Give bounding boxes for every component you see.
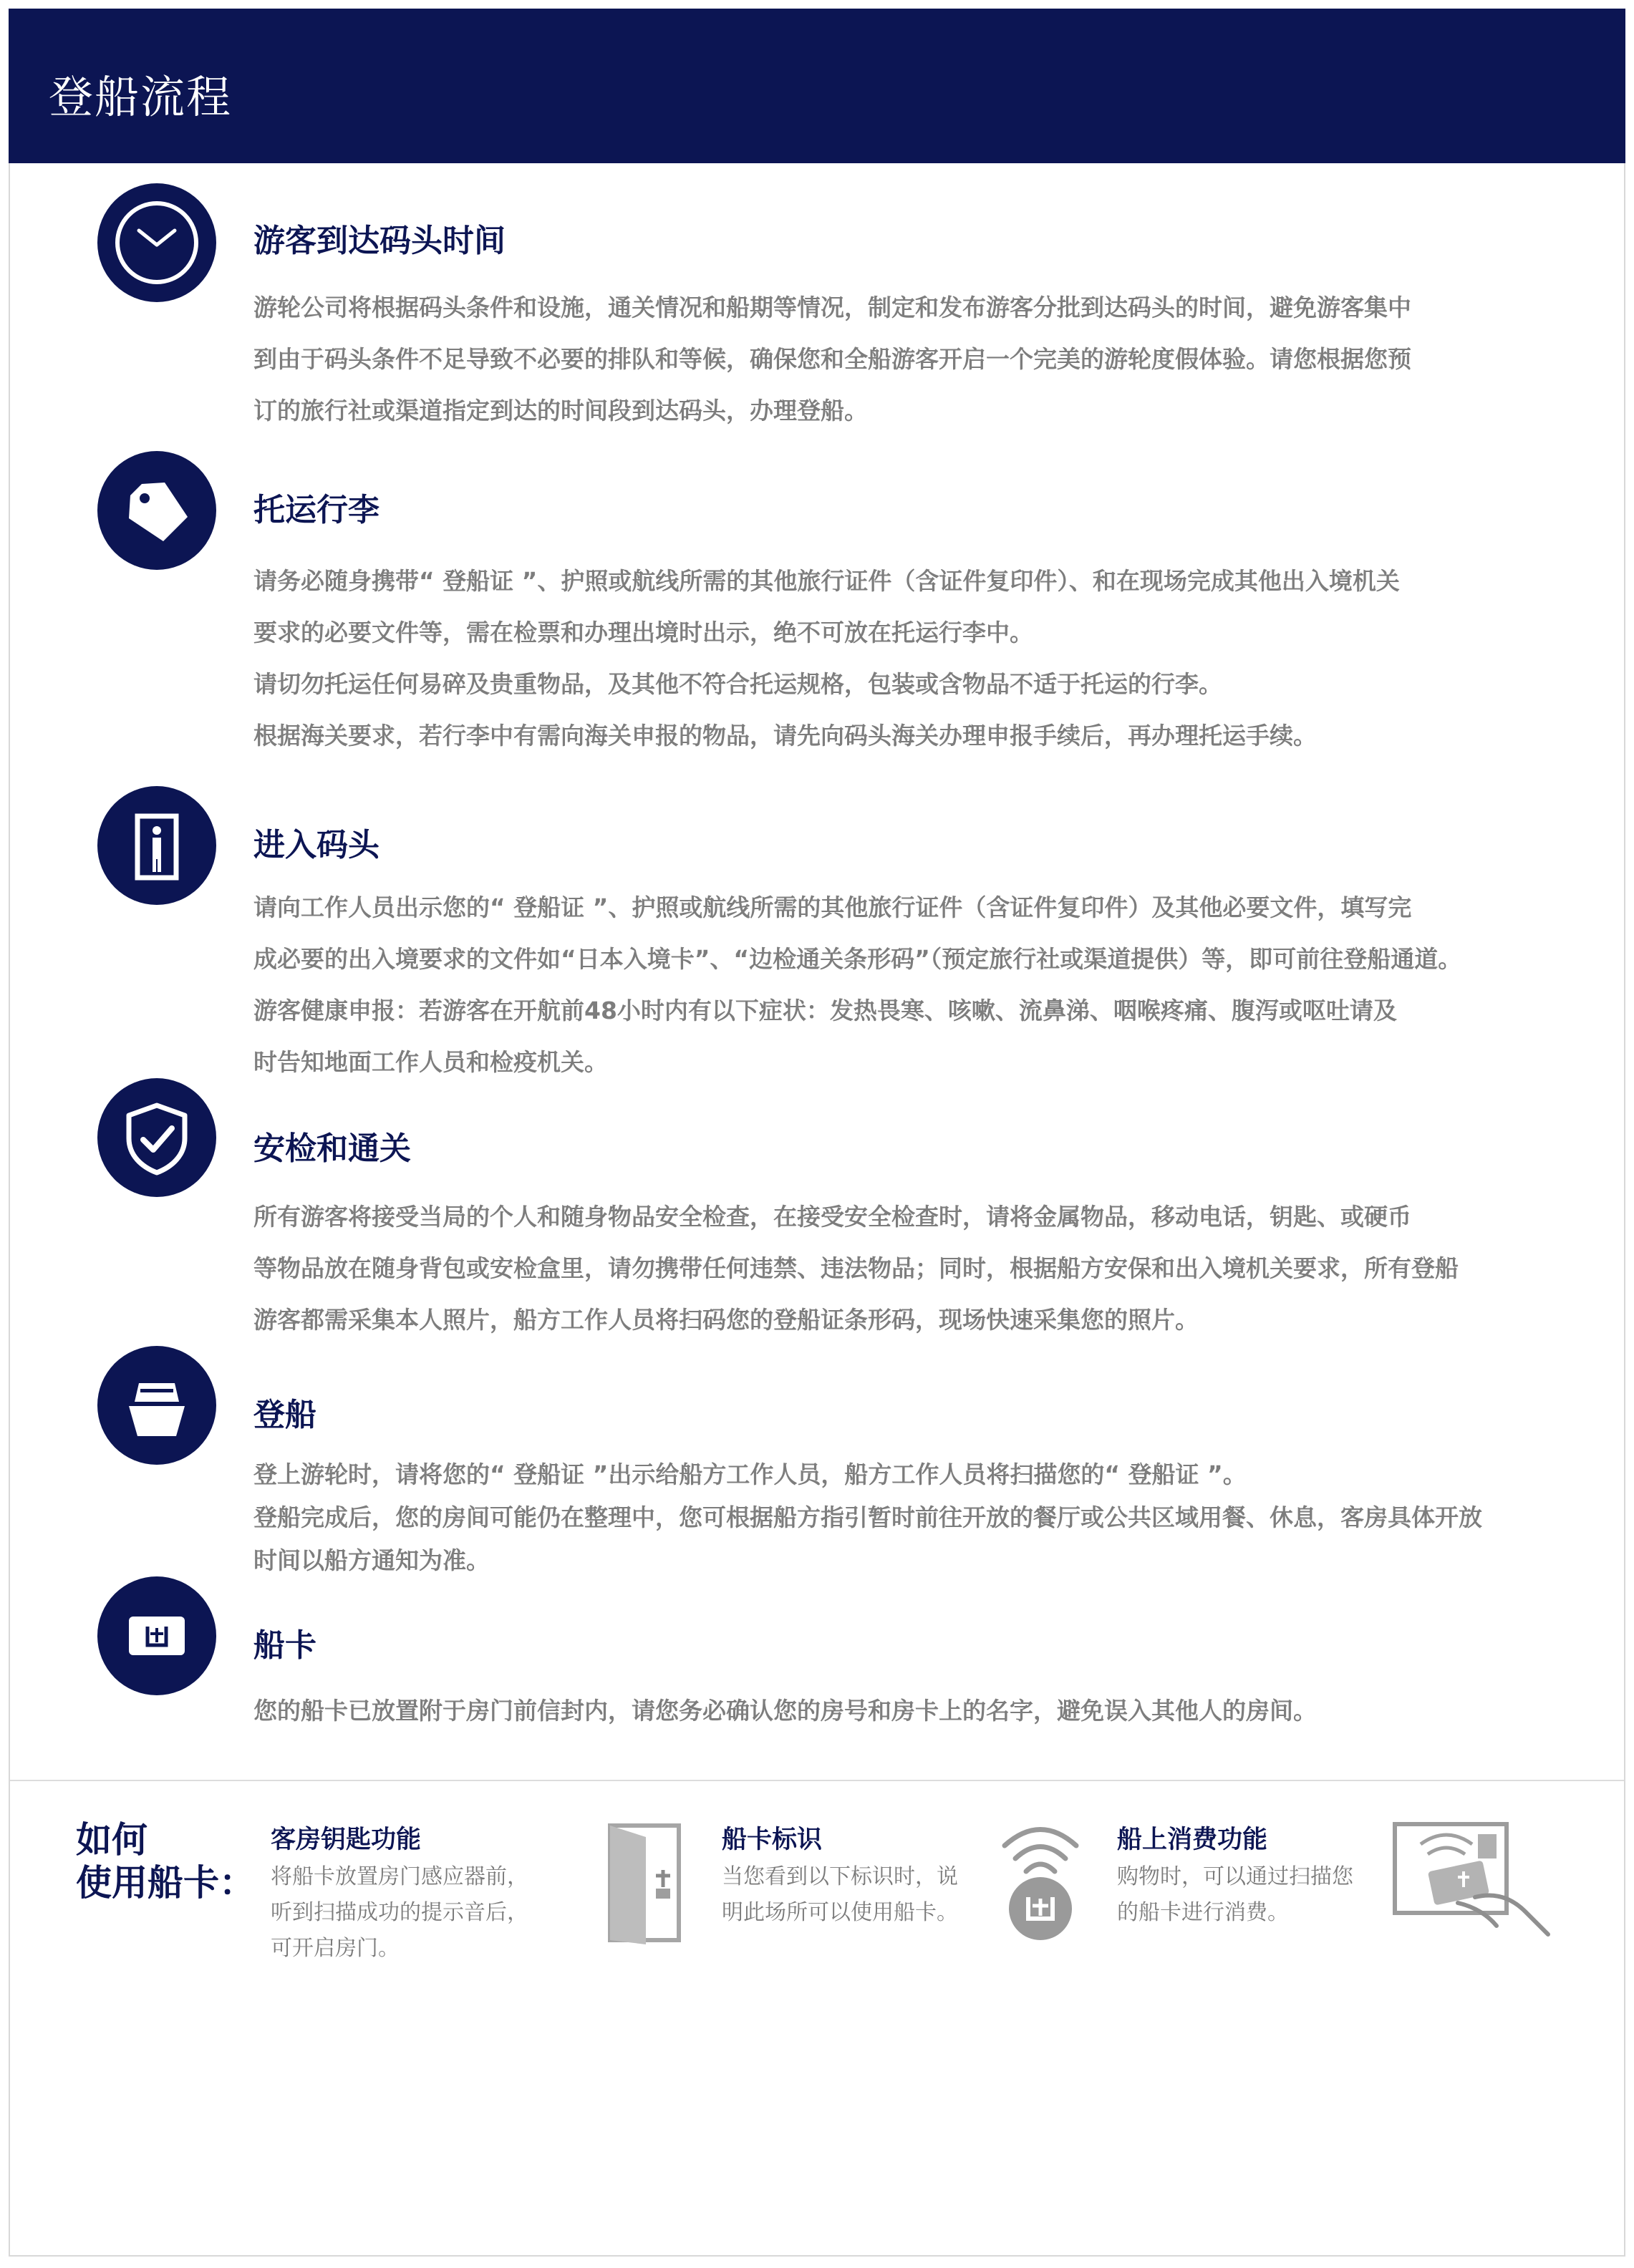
section-text-line: 订的旅行社或渠道指定到达的时间段到达码头，办理登船。	[253, 397, 868, 425]
section-text-line: 到由于码头条件不足导致不必要的排队和等候，确保您和全船游客开启一个完美的游轮度假体验。请您根据您预	[253, 345, 1411, 373]
section-text-line: 登上游轮时，请将您的“ 登船证 ”出示给船方工作人员，船方工作人员将扫描您的“ 登船证 ”。	[253, 1460, 1247, 1488]
header-bar	[9, 9, 1625, 163]
contactless-icon	[994, 1817, 1087, 1946]
gate-icon	[97, 786, 216, 905]
feature-text-line: 听到扫描成功的提示音后，	[271, 1900, 528, 1925]
section-title: 托运行李	[253, 492, 380, 528]
section-text-line: 游客都需采集本人照片，船方工作人员将扫码您的登船证条形码，现场快速采集您的照片。	[253, 1306, 1199, 1334]
section-title: 进入码头	[253, 827, 380, 863]
section-text-line: 请切勿托运任何易碎及贵重物品，及其他不符合托运规格，包装或含物品不适于托运的行李。	[253, 670, 1222, 698]
section-title: 安检和通关	[253, 1130, 411, 1167]
luggage-tag-icon	[97, 451, 216, 570]
page-title: 登船流程	[49, 71, 233, 123]
shield-check-icon	[97, 1078, 216, 1197]
section-text-line: 要求的必要文件等，需在检票和办理出境时出示，绝不可放在托运行李中。	[253, 619, 1033, 646]
feature-text-line: 将船卡放置房门感应器前，	[271, 1864, 528, 1889]
ship-icon	[97, 1346, 216, 1465]
feature-text-line: 明此场所可以使用船卡。	[722, 1900, 958, 1925]
section-title: 船卡	[253, 1627, 316, 1664]
feature-text-line: 可开启房门。	[271, 1936, 400, 1961]
section-text-line: 请向工作人员出示您的“ 登船证 ”、护照或航线所需的其他旅行证件（含证件复印件）及其他必要文件，填写完	[253, 893, 1412, 921]
feature-title: 船卡标识	[722, 1826, 823, 1854]
section-text-line: 时间以船方通知为准。	[253, 1546, 490, 1574]
feature-text-line: 当您看到以下标识时，说	[722, 1864, 958, 1889]
section-divider	[10, 1780, 1624, 1781]
feature-text-line: 的船卡进行消费。	[1117, 1900, 1289, 1925]
section-text-line: 登船完成后，您的房间可能仍在整理中，您可根据船方指引暂时前往开放的餐厅或公共区域用餐、休息，客房具体开放	[253, 1503, 1482, 1531]
section-title: 登船	[253, 1397, 316, 1433]
howto-title-line: 使用船卡：	[76, 1862, 255, 1904]
clock-icon	[97, 183, 216, 302]
section-text-line: 时告知地面工作人员和检疫机关。	[253, 1048, 608, 1076]
howto-title	[76, 1818, 255, 1904]
section-text-line: 所有游客将接受当局的个人和随身物品安全检查，在接受安全检查时，请将金属物品，移动电话，钥匙、或硬币	[253, 1203, 1411, 1231]
feature-title: 船上消费功能	[1117, 1826, 1268, 1854]
section-text-line: 游轮公司将根据码头条件和设施，通关情况和船期等情况，制定和发布游客分批到达码头的时间，避免游客集中	[253, 294, 1411, 321]
feature-title: 客房钥匙功能	[271, 1826, 422, 1854]
ship-card-icon	[97, 1576, 216, 1695]
feature-text-line: 购物时，可以通过扫描您	[1117, 1864, 1353, 1889]
section-title: 游客到达码头时间	[253, 223, 506, 259]
section-text-line: 您的船卡已放置附于房门前信封内，请您务必确认您的房号和房卡上的名字，避免误入其他人的房间。	[253, 1697, 1317, 1725]
section-text-line: 请务必随身携带“ 登船证 ”、护照或航线所需的其他旅行证件（含证件复印件）、和在现场完成其他出入境机关	[253, 567, 1400, 595]
card-payment-icon	[1389, 1818, 1561, 1940]
door-icon	[596, 1818, 689, 1947]
section-text-line: 成必要的出入境要求的文件如“日本入境卡”、“边检通关条形码”（预定旅行社或渠道提供）等，即可前往登船通道。	[253, 945, 1462, 973]
section-text-line: 游客健康申报：若游客在开航前48小时内有以下症状：发热畏寒、咳嗽、流鼻涕、咽喉疼痛、腹泻或呕吐请及	[253, 997, 1397, 1024]
section-text-line: 根据海关要求，若行李中有需向海关申报的物品，请先向码头海关办理申报手续后，再办理托运手续。	[253, 722, 1317, 750]
section-text-line: 等物品放在随身背包或安检盒里，请勿携带任何违禁、违法物品；同时，根据船方安保和出入境机关要求，所有登船	[253, 1254, 1459, 1282]
howto-title-line: 如何	[76, 1819, 148, 1861]
